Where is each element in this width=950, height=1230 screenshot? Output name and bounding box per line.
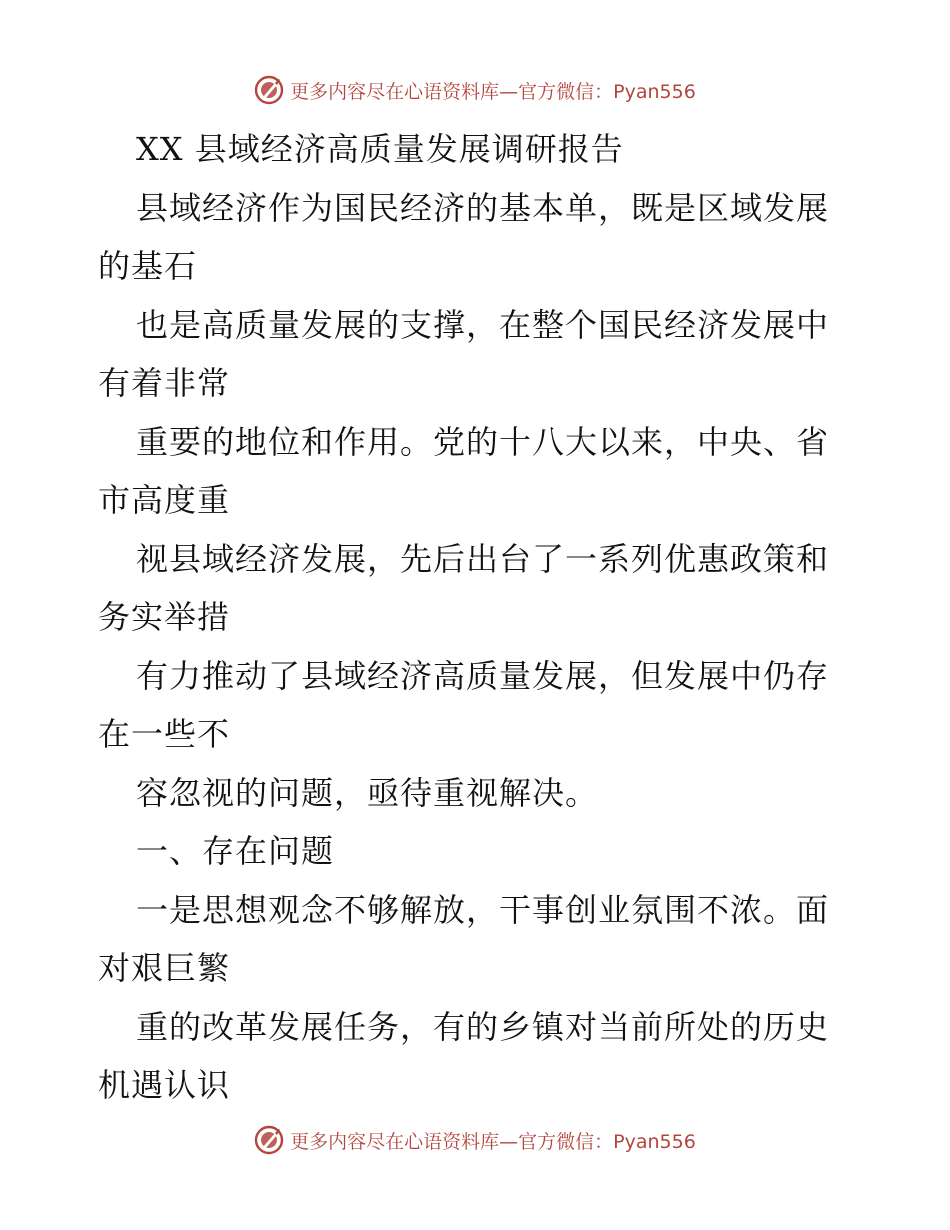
section-heading: 一、存在问题	[136, 832, 335, 870]
paragraph-line: 也是高质量发展的支撑，在整个国民经济发展中	[136, 305, 830, 344]
quill-pen-logo-icon	[254, 75, 284, 105]
paragraph-line: 视县域经济发展，先后出台了一系列优惠政策和	[136, 539, 830, 578]
paragraph-line: 有力推动了县域经济高质量发展，但发展中仍存	[136, 656, 830, 695]
watermark-text: 更多内容尽在心语资料库—官方微信：Pyan556	[290, 80, 696, 103]
paragraph-line: 对艰巨繁	[98, 949, 231, 987]
paragraph-line: 重的改革发展任务，有的乡镇对当前所处的历史	[136, 1007, 830, 1046]
watermark-footer	[0, 1120, 950, 1160]
watermark-text: 更多内容尽在心语资料库—官方微信：Pyan556	[290, 1130, 696, 1153]
paragraph-line: 一是思想观念不够解放，干事创业氛围不浓。面	[136, 890, 830, 929]
paragraph-line: 务实举措	[98, 598, 231, 636]
paragraph-line: 在一些不	[98, 715, 231, 753]
paragraph-line: 县域经济作为国民经济的基本单，既是区域发展	[136, 188, 830, 227]
document-body	[98, 120, 858, 1115]
paragraph-line: 机遇认识	[98, 1066, 231, 1104]
paragraph-line: 重要的地位和作用。党的十八大以来，中央、省	[136, 422, 830, 461]
quill-pen-logo-icon	[254, 1125, 284, 1155]
paragraph-line: 市高度重	[98, 481, 231, 519]
paragraph-line: 的基石	[98, 247, 198, 285]
paragraph-line: 有着非常	[98, 364, 231, 402]
document-title: XX 县域经济高质量发展调研报告	[136, 130, 624, 168]
watermark-header	[0, 70, 950, 110]
paragraph-line: 容忽视的问题，亟待重视解决。	[136, 773, 599, 812]
